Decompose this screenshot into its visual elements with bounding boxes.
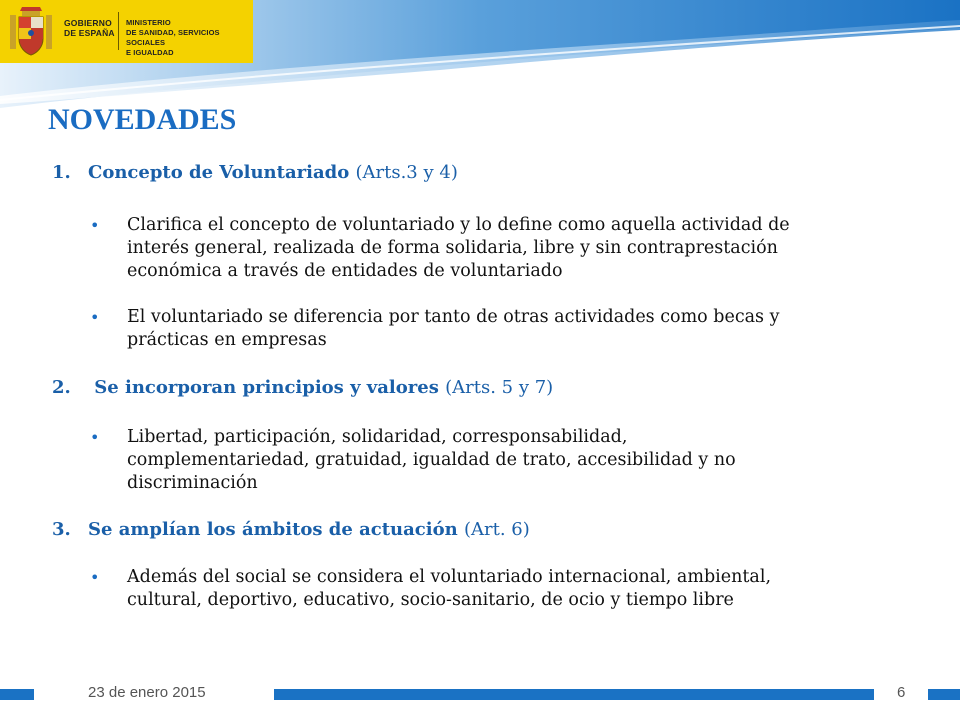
- government-logo: [0, 0, 253, 63]
- slide-title: NOVEDADES: [48, 103, 237, 136]
- bullet-item: • Clarifica el concepto de voluntariado y lo define como aquella actividad de interés general, realizada de forma solidaria, libre y sin contraprestación económica a través de entidades de voluntariado: [90, 215, 790, 281]
- section-heading-2: 2. Se incorporan principios y valores (Arts. 5 y 7): [52, 377, 554, 398]
- header: [0, 0, 960, 110]
- section-heading-3: 3. Se amplían los ámbitos de actuación (Art. 6): [52, 519, 530, 540]
- footer-date: 23 de enero 2015: [88, 684, 206, 701]
- footer-bar-right: [928, 689, 960, 700]
- bullet-item: • El voluntariado se diferencia por tanto de otras actividades como becas y prácticas en empresas: [90, 307, 780, 350]
- bullet-dot-icon: •: [90, 568, 100, 587]
- footer-bar-middle: [274, 689, 874, 700]
- ministry-name: MINISTERIO DE SANIDAD, SERVICIOS SOCIALES E IGUALDAD: [126, 18, 220, 57]
- government-name: GOBIERNO DE ESPAÑA: [64, 18, 115, 38]
- bullet-dot-icon: •: [90, 308, 100, 327]
- bullet-dot-icon: •: [90, 216, 100, 235]
- bullet-item: • Además del social se considera el voluntariado internacional, ambiental, cultural, deportivo, educativo, socio-sanitario, de ocio y tiempo libre: [90, 567, 772, 610]
- bullet-dot-icon: •: [90, 428, 100, 447]
- logo-divider: [118, 12, 119, 50]
- bullet-item: • Libertad, participación, solidaridad, corresponsabilidad, complementariedad, gratuidad, igualdad de trato, accesibilidad y no discriminación: [90, 427, 736, 493]
- page-number: 6: [897, 684, 906, 701]
- footer-bar-left: [0, 689, 34, 700]
- coat-of-arms-icon: [8, 5, 54, 59]
- section-heading-1: 1. Concepto de Voluntariado (Arts.3 y 4): [52, 162, 458, 183]
